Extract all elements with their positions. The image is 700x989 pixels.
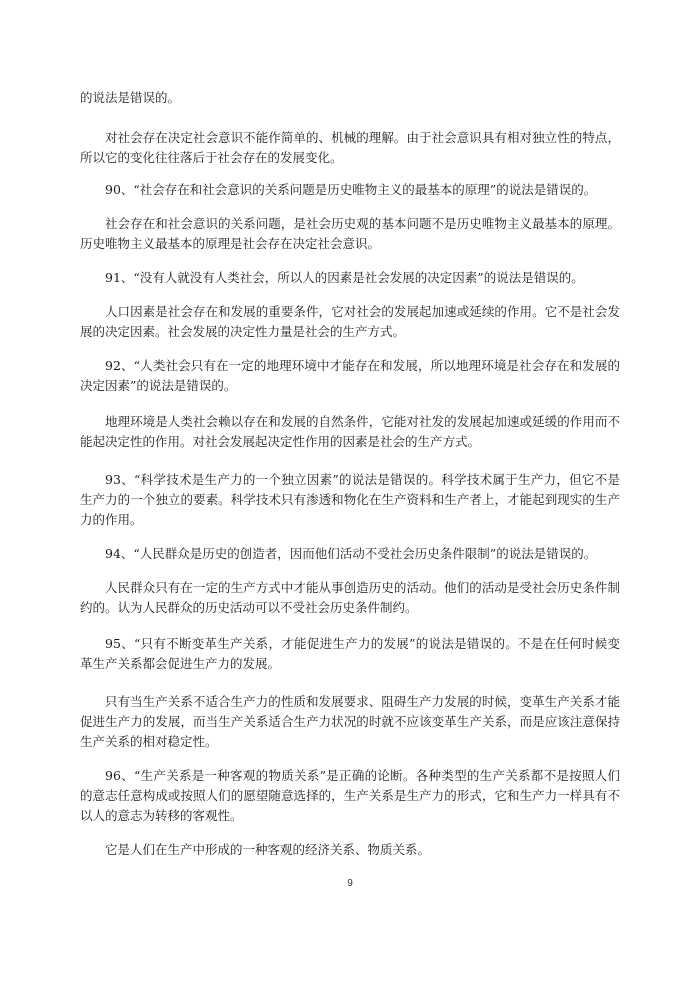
paragraph-96: 96、“生产关系是一种客观的物质关系”是正确的论断。各种类型的生产关系都不是按照人们的意志任意构成或按照人们的愿望随意选择的，生产关系是生产力的形式，它和生产力一样具有不以人的意志为转移的客观性。 [80,768,620,823]
paragraph-91-statement: 91、“没有人就没有人类社会，所以人的因素是社会发展的决定因素”的说法是错误的。 [105,270,584,285]
paragraph-94-statement: 94、“人民群众是历史的创造者，因而他们活动不受社会历史条件限制”的说法是错误的。 [105,546,597,561]
page-number: 9 [347,878,353,889]
paragraph-90-statement: 90、“社会存在和社会意识的关系问题是历史唯物主义的最基本的原理”的说法是错误的。 [105,182,597,197]
paragraph-continuation: 的说法是错误的。 [80,90,181,105]
paragraph-93: 93、“科学技术是生产力的一个独立因素”的说法是错误的。科学技术属于生产力，但它不是生产力的一个独立的要素。科学技术只有渗透和物化在生产资料和生产者上，才能起到现实的生产力的作用。 [80,472,620,527]
paragraph-92-statement: 92、“人类社会只有在一定的地理环境中才能存在和发展，所以地理环境是社会存在和发展的决定因素”的说法是错误的。 [80,358,620,393]
paragraph-91-explanation: 人口因素是社会存在和发展的重要条件，它对社会的发展起加速或延续的作用。它不是社会发展的决定因素。社会发展的决定性力量是社会的生产方式。 [80,304,620,339]
paragraph-96-conclusion: 它是人们在生产中形成的一种客观的经济关系、物质关系。 [105,842,431,857]
paragraph-95-explanation: 只有当生产关系不适合生产力的性质和发展要求、阻碍生产力发展的时候，变革生产关系才能促进生产力的发展，而当生产关系适合生产力状况的时就不应该变革生产关系，而是应该注意保持生产关系的相对稳定性。 [80,694,620,749]
paragraph-95-statement: 95、“只有不断变革生产关系，才能促进生产力的发展”的说法是错误的。不是在任何时候变革生产关系都会促进生产力的发展。 [80,636,620,671]
paragraph-89-explanation: 对社会存在决定社会意识不能作简单的、机械的理解。由于社会意识具有相对独立性的特点，所以它的变化往往落后于社会存在的发展变化。 [80,130,620,165]
paragraph-94-explanation: 人民群众只有在一定的生产方式中才能从事创造历史的活动。他们的活动是受社会历史条件制约的。认为人民群众的历史活动可以不受社会历史条件制约。 [80,580,620,615]
paragraph-92-explanation: 地理环境是人类社会赖以存在和发展的自然条件，它能对社发的发展起加速或延缓的作用而不能起决定性的作用。对社会发展起决定性作用的因素是社会的生产方式。 [80,414,620,449]
paragraph-90-explanation: 社会存在和社会意识的关系问题，是社会历史观的基本问题不是历史唯物主义最基本的原理。历史唯物主义最基本的原理是社会存在决定社会意识。 [80,216,620,251]
